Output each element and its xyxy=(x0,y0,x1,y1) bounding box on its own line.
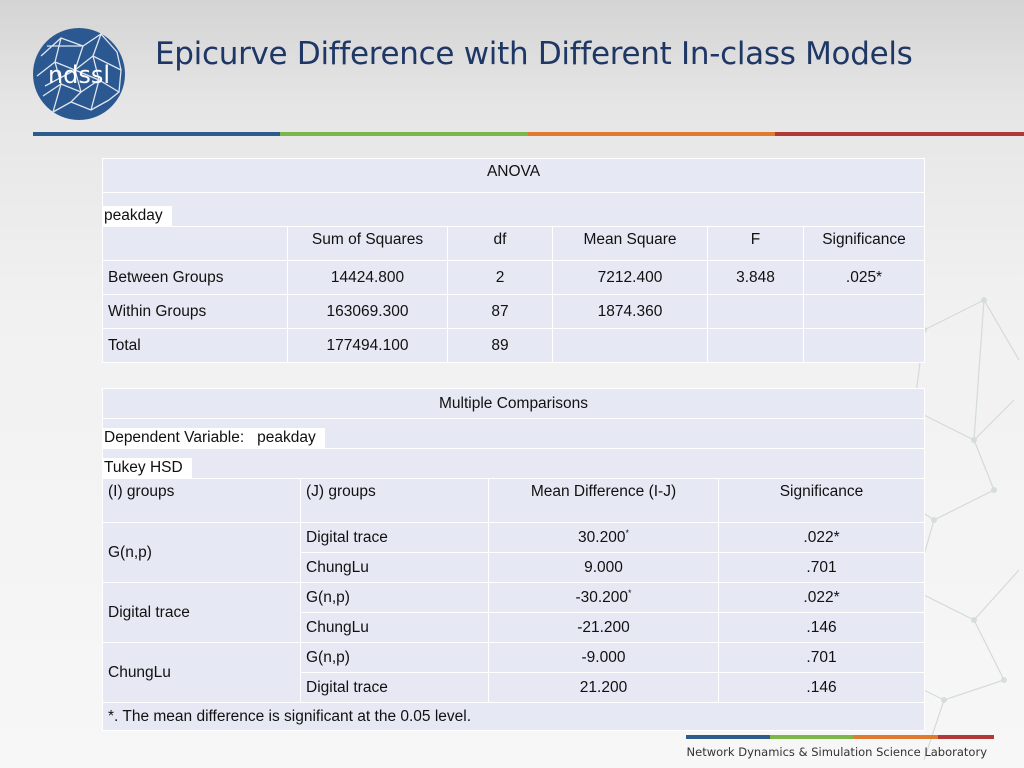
table-cell xyxy=(708,329,804,363)
anova-table xyxy=(102,158,925,363)
mean-difference: -21.200 xyxy=(489,613,719,643)
slide-title: Epicurve Difference with Different In-class Models xyxy=(155,36,913,72)
row-label: Total xyxy=(103,329,288,363)
group-i-label: ChungLu xyxy=(103,643,301,703)
table-row xyxy=(103,261,925,295)
group-j-label: ChungLu xyxy=(301,613,489,643)
group-j-label: Digital trace xyxy=(301,523,489,553)
row-label: Within Groups xyxy=(103,295,288,329)
footer-lab-name: Network Dynamics & Simulation Science Laboratory xyxy=(686,745,987,759)
anova-header: Significance xyxy=(804,227,925,261)
significance-mark: * xyxy=(625,527,629,538)
table-row xyxy=(103,295,925,329)
anova-header: Sum of Squares xyxy=(288,227,448,261)
anova-header: Mean Square xyxy=(553,227,708,261)
table-cell: 89 xyxy=(448,329,553,363)
table-cell: 2 xyxy=(448,261,553,295)
table-row xyxy=(103,583,925,613)
table-row xyxy=(103,523,925,553)
table-cell: 87 xyxy=(448,295,553,329)
table-cell xyxy=(708,295,804,329)
group-j-label: G(n,p) xyxy=(301,643,489,673)
group-j-label: G(n,p) xyxy=(301,583,489,613)
footer-stripe-blue xyxy=(686,735,770,739)
group-j-label: Digital trace xyxy=(301,673,489,703)
table-cell: .025* xyxy=(804,261,925,295)
anova-header: F xyxy=(708,227,804,261)
mc-caption: Multiple Comparisons xyxy=(103,389,925,419)
header-stripe-blue xyxy=(33,132,280,136)
table-row xyxy=(103,329,925,363)
significance: .701 xyxy=(719,643,925,673)
table-cell xyxy=(804,329,925,363)
anova-caption: ANOVA xyxy=(103,159,925,193)
table-cell: 177494.100 xyxy=(288,329,448,363)
mc-header: (I) groups xyxy=(103,479,301,523)
table-cell: 163069.300 xyxy=(288,295,448,329)
footer-stripe-red xyxy=(938,735,994,739)
group-i-label: G(n,p) xyxy=(103,523,301,583)
mean-difference: 9.000 xyxy=(489,553,719,583)
mc-header: Mean Difference (I-J) xyxy=(489,479,719,523)
dependent-variable-label: Dependent Variable: peakday xyxy=(103,428,325,448)
significance: .146 xyxy=(719,613,925,643)
significance: .022* xyxy=(719,523,925,553)
footer-stripe-green xyxy=(770,735,854,739)
logo-text: ndssl xyxy=(47,61,111,89)
group-j-label: ChungLu xyxy=(301,553,489,583)
table-cell: 1874.360 xyxy=(553,295,708,329)
table-cell xyxy=(553,329,708,363)
table-cell xyxy=(804,295,925,329)
mean-difference: -30.200* xyxy=(489,583,719,613)
anova-header: df xyxy=(448,227,553,261)
mean-difference: -9.000 xyxy=(489,643,719,673)
significance: .022* xyxy=(719,583,925,613)
footnote: *. The mean difference is significant at the 0.05 level. xyxy=(103,703,925,731)
anova-header-blank xyxy=(103,227,288,261)
table-cell: 14424.800 xyxy=(288,261,448,295)
method-label: Tukey HSD xyxy=(103,458,192,478)
mc-header: (J) groups xyxy=(301,479,489,523)
mean-difference: 30.200* xyxy=(489,523,719,553)
significance-mark: * xyxy=(628,587,632,598)
row-label: Between Groups xyxy=(103,261,288,295)
table-cell: 3.848 xyxy=(708,261,804,295)
table-cell: 7212.400 xyxy=(553,261,708,295)
header-stripe-red xyxy=(775,132,1024,136)
header-stripe-orange xyxy=(528,132,775,136)
mean-difference: 21.200 xyxy=(489,673,719,703)
significance: .701 xyxy=(719,553,925,583)
significance: .146 xyxy=(719,673,925,703)
dependent-variable-value: peakday xyxy=(257,429,316,446)
header-stripe-green xyxy=(280,132,528,136)
multiple-comparisons-table xyxy=(102,388,925,731)
table-row xyxy=(103,643,925,673)
footer-stripe-orange xyxy=(854,735,938,739)
group-i-label: Digital trace xyxy=(103,583,301,643)
mc-header: Significance xyxy=(719,479,925,523)
anova-variable-label: peakday xyxy=(103,206,172,226)
ndssl-logo xyxy=(31,26,127,122)
